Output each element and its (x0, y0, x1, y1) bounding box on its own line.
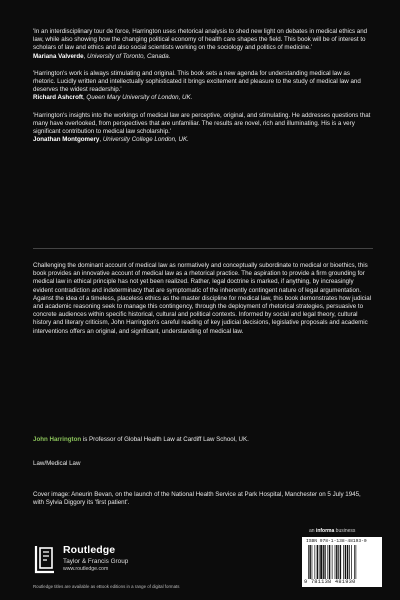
endorser-affiliation: University of Toronto, Canada. (87, 52, 171, 60)
barcode-icon (308, 545, 376, 579)
endorsement (33, 70, 373, 103)
publisher-group: Taylor & Francis Group (63, 558, 129, 565)
endorsement (33, 112, 373, 145)
endorser-name: Jonathan Montgomery (33, 136, 100, 144)
section-divider (33, 248, 373, 249)
cover-image-credit: Cover image: Aneurin Bevan, on the launch of the National Health Service at Park Hospital, Manchester on 5 July 1945, with Sylvia Diggory its 'first patient'. (33, 491, 361, 507)
endorsement-attribution (33, 94, 373, 102)
endorsements (33, 28, 373, 153)
ebook-note: Routledge titles are available as eBook editions in a range of digital formats (33, 584, 180, 589)
subject-category: Law/Medical Law (33, 460, 81, 467)
endorser-affiliation: University College London, UK. (102, 136, 189, 144)
attribution-separator: , (99, 136, 103, 144)
informa-business (309, 528, 355, 535)
endorsement (33, 28, 373, 61)
publisher-name: Routledge (63, 544, 116, 556)
isbn-barcode (302, 537, 382, 587)
endorser-affiliation: Queen Mary University of London, UK. (86, 94, 193, 102)
book-description: Challenging the dominant account of medical law as normatively and conceptually subordinate to medical or bioethics, this book provides an innovative account of medical law as a rhetorical practice. The aspiration to provide a firm grounding for medical law in ethical principle has not yet been realized. Rather, legal doctrine is marked, if anything, by increasingly evident contradiction and indeterminacy that are symptomatic of the inherently contingent nature of legal argumentation. Against the idea of a timeless, placeless ethics as the master discipline for medical law, this book demonstrates how judicial and academic reasoning seek to manage this contingency, through the deployment of rhetorical strategies, persuasive to concrete audiences within specific historical, cultural and political contexts. Informed by social and legal theory, cultural history and literary criticism, John Harrington's careful reading of key judicial decisions, legislative proposals and academic interventions offers an original, and significant, understanding of medical law. (33, 262, 372, 335)
routledge-logo-icon (33, 544, 57, 574)
informa-suffix: business (334, 528, 356, 534)
attribution-separator: , (82, 94, 87, 102)
endorsement-quote: 'In an interdisciplinary tour de force, Harrington uses rhetorical analysis to shed new light on debates in medical ethics and law, while also showing how the changing political economy of health care shapes the field. This book will be of interest to scholars of law and ethics and also social scientists working on the sociology and politics of medicine.' (33, 28, 368, 52)
endorsement-quote: 'Harrington's insights into the workings of medical law are perceptive, original, and stimulating. He addresses questions that many have overlooked, from perspectives that are unfamiliar. The results are novel, rich and illuminating. His is a very significant contribution to medical law scholarship.' (33, 111, 371, 135)
informa-brand: informa (315, 528, 335, 534)
author-bio (33, 436, 373, 444)
endorser-name: Mariana Valverde (33, 52, 84, 60)
informa-prefix: an (309, 528, 316, 534)
endorser-name: Richard Ashcroft (33, 94, 83, 102)
barcode-digits: 9 781138 481930 (304, 579, 356, 585)
publisher-url: www.routledge.com (63, 566, 109, 572)
isbn-label: ISBN 978-1-138-48193-0 (306, 539, 367, 544)
endorsement-attribution (33, 136, 373, 144)
author-bio-text: is Professor of Global Health Law at Cardiff Law School, UK. (81, 436, 249, 443)
attribution-separator: , (83, 52, 88, 60)
publisher-logo (33, 544, 253, 580)
author-name: John Harrington (33, 436, 82, 443)
endorsement-attribution (33, 53, 373, 61)
endorsement-quote: 'Harrington's work is always stimulating and original. This book sets a new agenda for understanding medical law as rhetoric. Lucidly written and intellectually sophisticated it brings excitement and pleasure to the study of medical law and deserves the widest readership.' (33, 69, 361, 94)
